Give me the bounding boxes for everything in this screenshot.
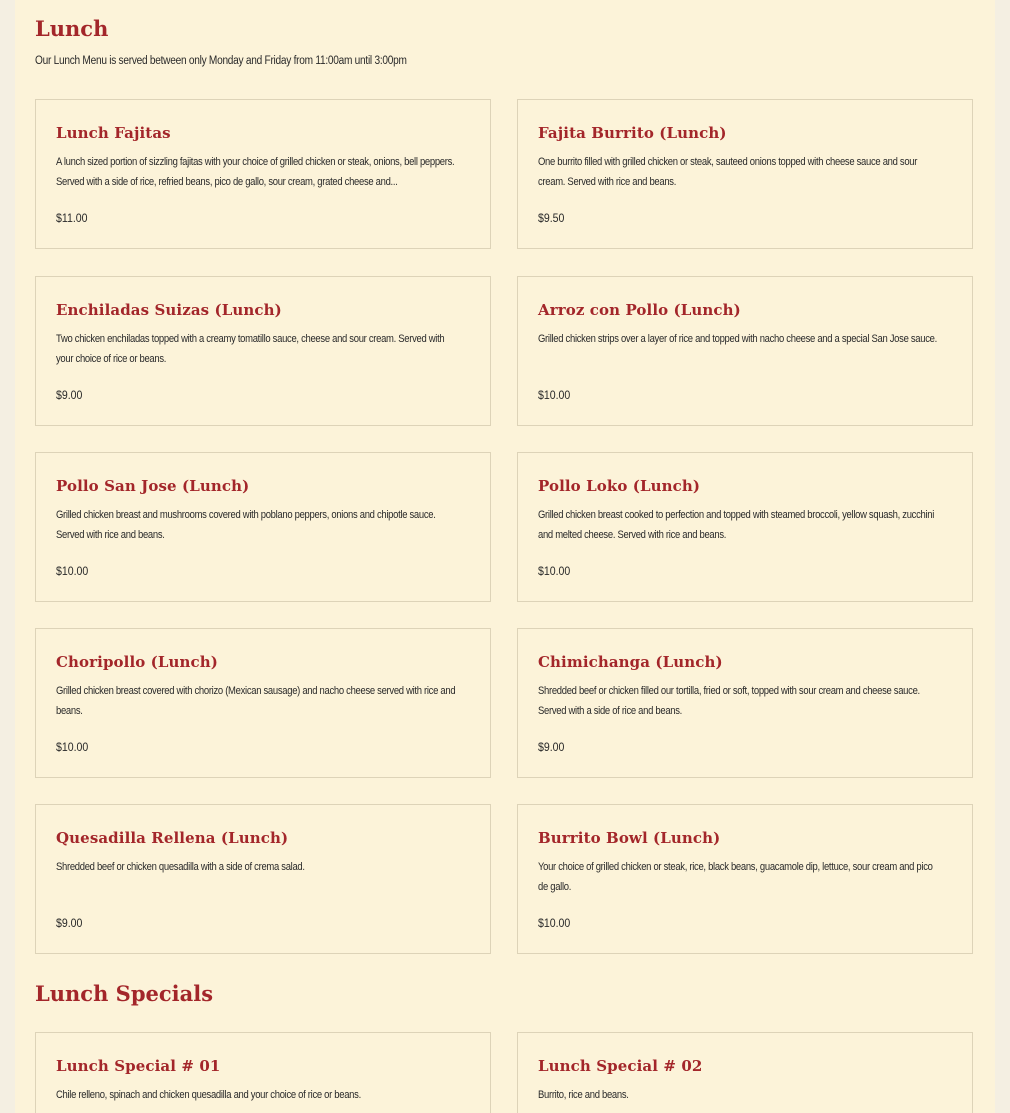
menu-item-description: Grilled chicken breast covered with chorizo (Mexican sausage) and nacho cheese served with rice and beans. [56,685,456,717]
menu-item-name: Lunch Special # 01 [56,1057,221,1075]
menu-item-description: Your choice of grilled chicken or steak, rice, black beans, guacamole dip, lettuce, sour cream and pico de gallo. [538,861,933,893]
menu-item-card[interactable] [35,452,491,602]
menu-item-description: Grilled chicken breast cooked to perfection and topped with steamed broccoli, yellow squash, zucchini and melted cheese. Served with rice and beans. [538,509,935,541]
menu-item-card[interactable] [517,804,973,954]
menu-item-card[interactable] [517,99,973,249]
menu-item-name: Fajita Burrito (Lunch) [538,124,727,142]
menu-item-description: Shredded beef or chicken filled our tortilla, fried or soft, topped with sour cream and cheese sauce. Served with a side of rice and beans. [538,685,920,717]
menu-item-card[interactable] [35,804,491,954]
menu-item-price: $9.00 [56,916,83,930]
menu-item-name: Lunch Fajitas [56,124,171,142]
menu-item-price: $11.00 [56,211,88,225]
menu-item-description: Shredded beef or chicken quesadilla with a side of crema salad. [56,861,305,873]
menu-item-name: Burrito Bowl (Lunch) [538,829,721,847]
menu-item-name: Lunch Special # 02 [538,1057,703,1075]
menu-item-card[interactable] [35,276,491,426]
menu-item-name: Choripollo (Lunch) [56,653,218,671]
menu-item-description: Two chicken enchiladas topped with a creamy tomatillo sauce, cheese and sour cream. Served with your choice of rice or beans. [56,333,445,365]
section-title-lunch: Lunch [35,16,109,41]
menu-item-price: $10.00 [56,740,89,754]
menu-item-name: Chimichanga (Lunch) [538,653,723,671]
menu-item-card[interactable] [517,1032,973,1113]
menu-item-price: $10.00 [538,916,571,930]
menu-item-card[interactable] [517,628,973,778]
section-description-lunch: Our Lunch Menu is served between only Monday and Friday from 11:00am until 3:00pm [35,55,407,67]
menu-item-card[interactable] [35,99,491,249]
section-title-lunch-specials: Lunch Specials [35,981,214,1006]
menu-item-description: Grilled chicken breast and mushrooms covered with poblano peppers, onions and chipotle sauce. Served with rice and beans. [56,509,436,541]
menu-item-description: One burrito filled with grilled chicken or steak, sauteed onions topped with cheese sauce and sour cream. Served with rice and beans. [538,156,918,188]
menu-item-name: Quesadilla Rellena (Lunch) [56,829,289,847]
menu-item-price: $10.00 [538,564,571,578]
menu-page [15,0,995,1113]
menu-item-price: $9.50 [538,211,565,225]
menu-item-price: $10.00 [56,564,89,578]
menu-item-description: Burrito, rice and beans. [538,1089,629,1101]
menu-item-name: Pollo Loko (Lunch) [538,477,701,495]
menu-item-price: $10.00 [538,388,571,402]
menu-item-card[interactable] [517,276,973,426]
menu-item-card[interactable] [35,628,491,778]
menu-item-description: Grilled chicken strips over a layer of rice and topped with nacho cheese and a special San Jose sauce. [538,333,937,345]
menu-item-name: Pollo San Jose (Lunch) [56,477,250,495]
menu-item-description: A lunch sized portion of sizzling fajitas with your choice of grilled chicken or steak, onions, bell peppers. Served with a side of rice, refried beans, pico de gallo, sour cream, grated cheese and... [56,156,455,188]
menu-item-description: Chile relleno, spinach and chicken quesadilla and your choice of rice or beans. [56,1089,361,1101]
menu-item-price: $9.00 [538,740,565,754]
menu-item-name: Arroz con Pollo (Lunch) [538,301,741,319]
menu-item-name: Enchiladas Suizas (Lunch) [56,301,282,319]
menu-item-price: $9.00 [56,388,83,402]
menu-item-card[interactable] [517,452,973,602]
menu-item-card[interactable] [35,1032,491,1113]
